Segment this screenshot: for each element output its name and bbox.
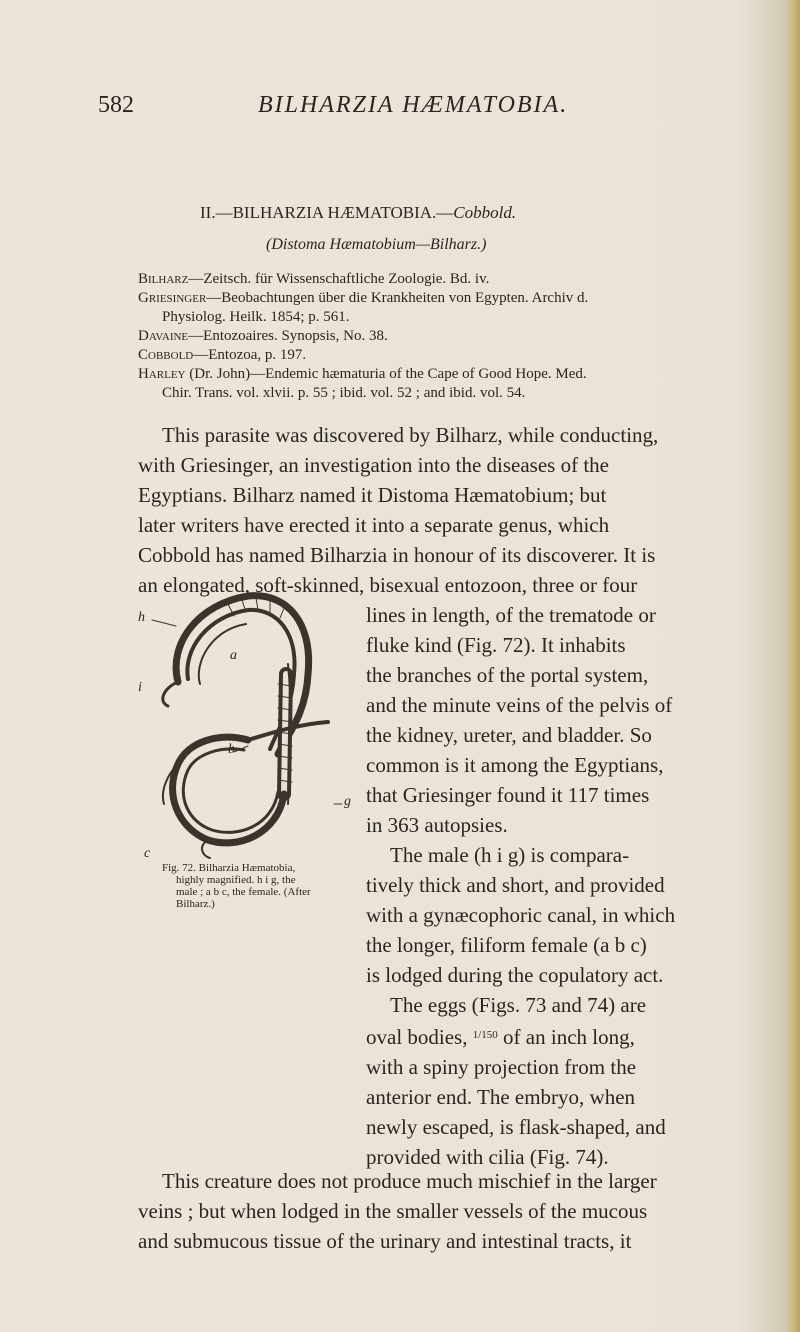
reference-text: Chir. Trans. vol. xlvii. p. 55 ; ibid. vol. 52 ; and ibid. vol. 54. — [162, 385, 526, 401]
page-edge-shading — [786, 0, 800, 1332]
text-line: The eggs (Figs. 73 and 74) are — [390, 993, 647, 1017]
text-line: and the minute veins of the pelvis of — [366, 693, 673, 717]
text-line-fraction — [366, 1020, 778, 1052]
page-header — [98, 92, 758, 122]
label-g: g — [344, 794, 351, 809]
paragraph-1-wrapped — [366, 600, 778, 1172]
text-line: The male (h i g) is compara- — [390, 843, 630, 867]
reference-entry — [138, 270, 778, 289]
text-line: the kidney, ureter, and bladder. So — [366, 723, 652, 747]
reference-text: —Beobachtungen über die Krankheiten von Egypten. Archiv d. — [206, 290, 589, 306]
text-line: with a spiny projection from the — [366, 1055, 637, 1079]
fraction: 1/150 — [472, 1029, 498, 1041]
text-line: newly escaped, is flask-shaped, and — [366, 1115, 666, 1139]
caption-line: male ; a b c, the female. (After — [176, 886, 311, 898]
text-line: in 363 autopsies. — [366, 813, 508, 837]
bilharzia-illustration — [138, 564, 360, 864]
text-line: lines in length, of the trematode or — [366, 603, 656, 627]
reference-entry — [138, 289, 778, 308]
caption-line: Fig. 72. Bilharzia Hæmatobia, — [162, 862, 296, 874]
reference-list — [138, 270, 778, 403]
text-line: an elongated, soft-skinned, bisexual entozoon, three or four — [138, 573, 638, 597]
text-fragment: of an inch long, — [503, 1025, 635, 1049]
text-line: fluke kind (Fig. 72). It inhabits — [366, 633, 626, 657]
text-line: common is it among the Egyptians, — [366, 753, 664, 777]
bilharzia-figure — [138, 564, 360, 864]
label-h: h — [138, 610, 145, 625]
text-line: later writers have erected it into a separate genus, which — [138, 513, 610, 537]
label-i: i — [138, 680, 142, 695]
reference-entry — [138, 327, 778, 346]
text-line: and submucous tissue of the urinary and intestinal tracts, it — [138, 1229, 632, 1253]
reference-entry — [138, 384, 778, 403]
reference-author: Griesinger — [138, 290, 207, 306]
label-c: c — [144, 846, 151, 861]
text-line: anterior end. The embryo, when — [366, 1085, 636, 1109]
reference-text: (Dr. John)—Endemic hæmaturia of the Cape of Good Hope. Med. — [185, 366, 587, 382]
reference-entry — [138, 308, 778, 327]
section-title — [200, 203, 516, 223]
text-line: the branches of the portal system, — [366, 663, 649, 687]
reference-author: Harley — [138, 366, 186, 382]
text-line: with Griesinger, an investigation into the diseases of the — [138, 453, 609, 477]
reference-text: —Entozoaires. Synopsis, No. 38. — [188, 328, 388, 344]
reference-author: Bilharz — [138, 271, 189, 287]
label-b: b — [228, 742, 235, 757]
section-authority: Cobbold. — [453, 203, 517, 222]
text-line: provided with cilia (Fig. 74). — [366, 1145, 609, 1169]
text-line: Egyptians. Bilharz named it Distoma Hæmatobium; but — [138, 483, 607, 507]
text-line: This creature does not produce much mischief in the larger — [162, 1169, 657, 1193]
reference-entry — [138, 365, 778, 384]
caption-line: highly magnified. h i g, the — [176, 874, 296, 886]
section-synonym: (Distoma Hæmatobium—Bilharz.) — [266, 236, 487, 253]
reference-entry — [138, 346, 778, 365]
section-title-text: II.—BILHARZIA HÆMATOBIA.— — [200, 203, 454, 222]
text-line: the longer, filiform female (a b c) — [366, 933, 647, 957]
figure-caption — [162, 862, 362, 910]
text-line: with a gynæcophoric canal, in which — [366, 903, 676, 927]
running-title: BILHARZIA HÆMATOBIA. — [258, 92, 569, 118]
reference-text: —Zeitsch. für Wissenschaftliche Zoologie. Bd. iv. — [188, 271, 490, 287]
reference-text: —Entozoa, p. 197. — [193, 347, 307, 363]
text-line: This parasite was discovered by Bilharz, while conducting, — [162, 423, 659, 447]
label-a: a — [230, 648, 237, 663]
reference-author: Davaine — [138, 328, 189, 344]
page-number: 582 — [98, 92, 134, 118]
text-line: veins ; but when lodged in the smaller vessels of the mucous — [138, 1199, 648, 1223]
caption-line: Bilharz.) — [176, 898, 215, 910]
reference-author: Cobbold — [138, 347, 194, 363]
text-line: that Griesinger found it 117 times — [366, 783, 650, 807]
paragraph-3 — [138, 1166, 778, 1256]
text-line: Cobbold has named Bilharzia in honour of its discoverer. It is — [138, 543, 656, 567]
text-fragment: oval bodies, — [366, 1025, 468, 1049]
text-line: is lodged during the copulatory act. — [366, 963, 664, 987]
reference-text: Physiolog. Heilk. 1854; p. 561. — [162, 309, 350, 325]
text-line: tively thick and short, and provided — [366, 873, 665, 897]
